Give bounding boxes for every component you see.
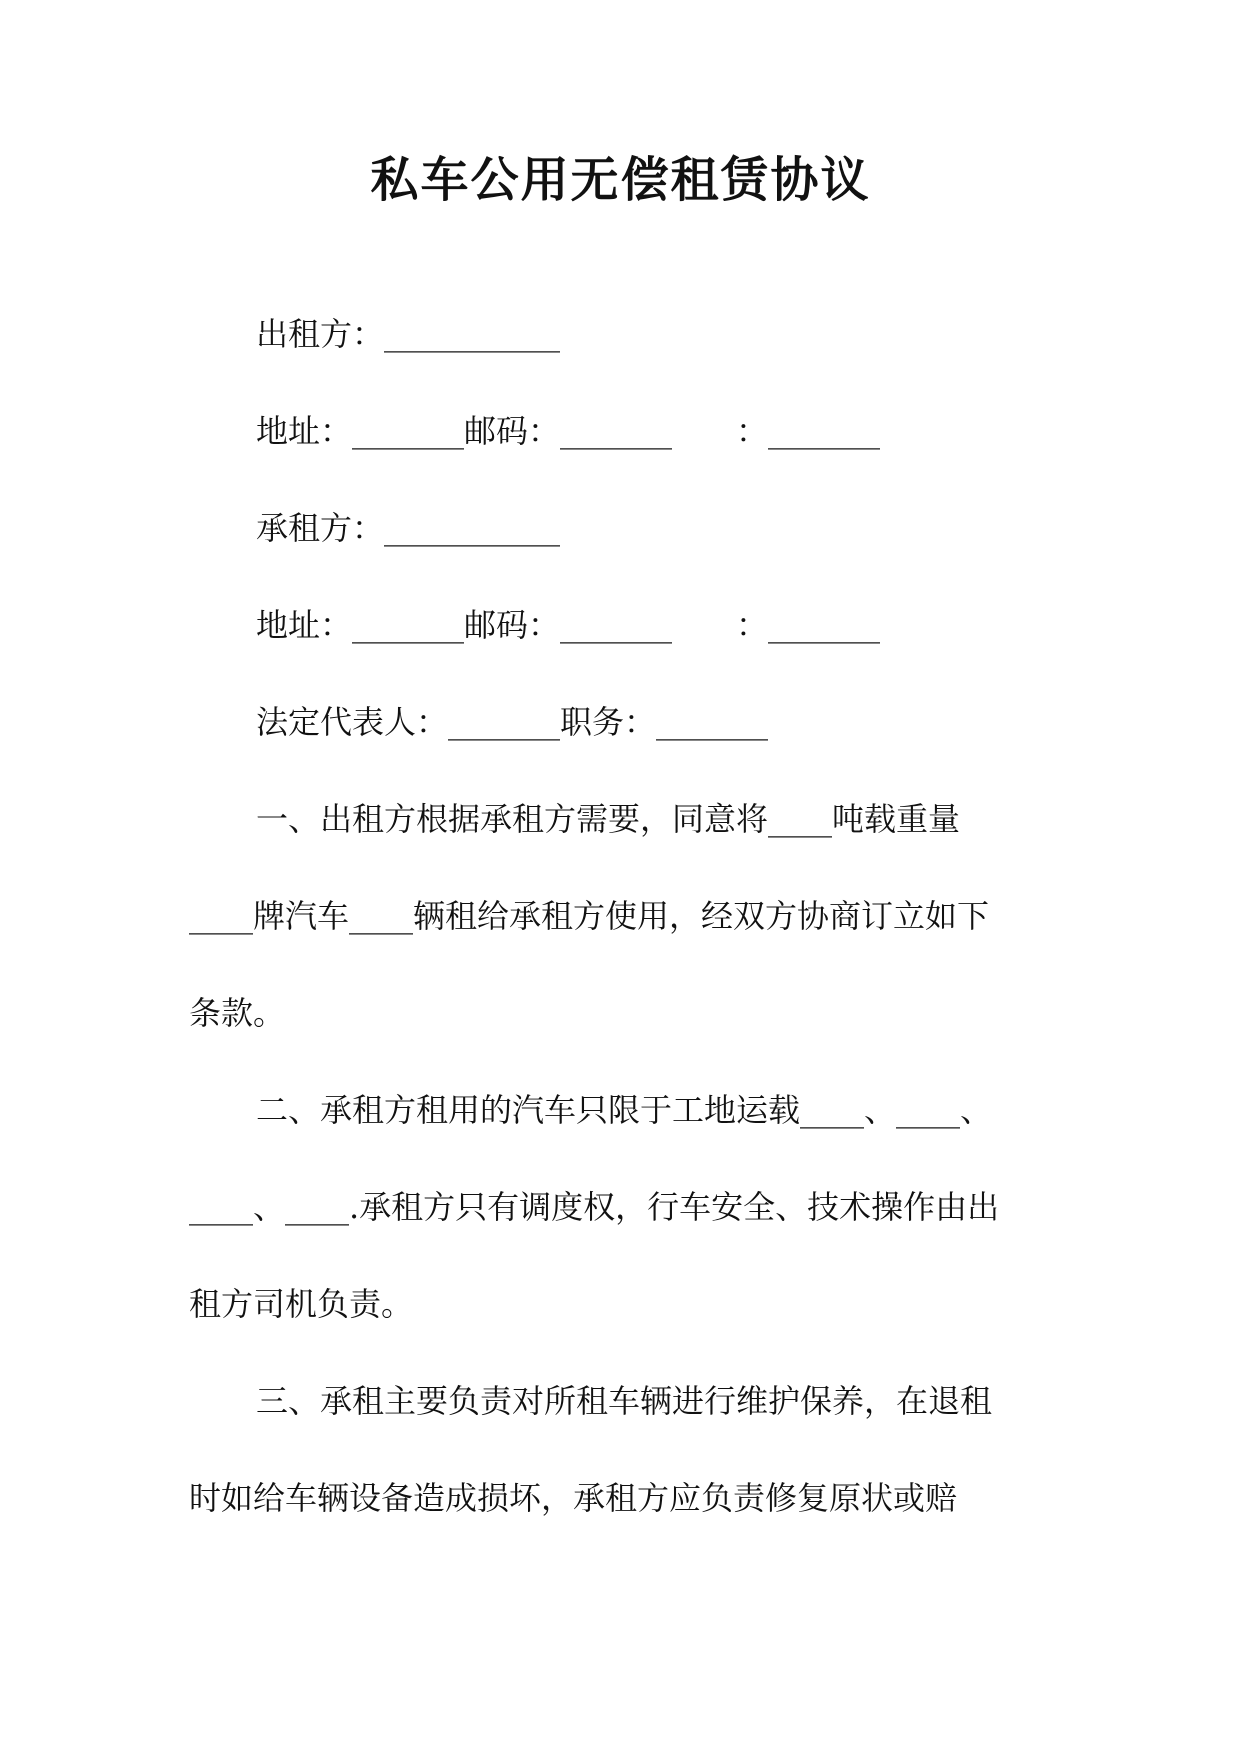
lessee-address-line: 地址：_______邮码：_______ ：_______: [256, 606, 881, 644]
clause-1-line-3: 条款。: [189, 994, 286, 1032]
lessor-address-line: 地址：_______邮码：_______ ：_______: [256, 412, 881, 450]
lessor-line: 出租方：___________: [256, 315, 561, 353]
legal-representative-line: 法定代表人：_______职务：_______: [256, 703, 769, 741]
clause-3-line-2: 时如给车辆设备造成损坏，承租方应负责修复原状或赔: [189, 1479, 958, 1517]
clause-2-line-2: ____、____.承租方只有调度权，行车安全、技术操作由出: [189, 1188, 1000, 1226]
clause-1-line-2: ____牌汽车____辆租给承租方使用，经双方协商订立如下: [189, 897, 990, 935]
document-title: 私车公用无偿租赁协议: [370, 152, 871, 208]
clause-2-line-3: 租方司机负责。: [189, 1285, 414, 1323]
clause-3-line-1: 三、承租主要负责对所租车辆进行维护保养，在退租: [256, 1382, 993, 1420]
lessee-line: 承租方：___________: [256, 509, 561, 547]
clause-2-line-1: 二、承租方租用的汽车只限于工地运载____、____、: [256, 1091, 993, 1129]
clause-1-line-1: 一、出租方根据承租方需要，同意将____吨载重量: [256, 800, 961, 838]
